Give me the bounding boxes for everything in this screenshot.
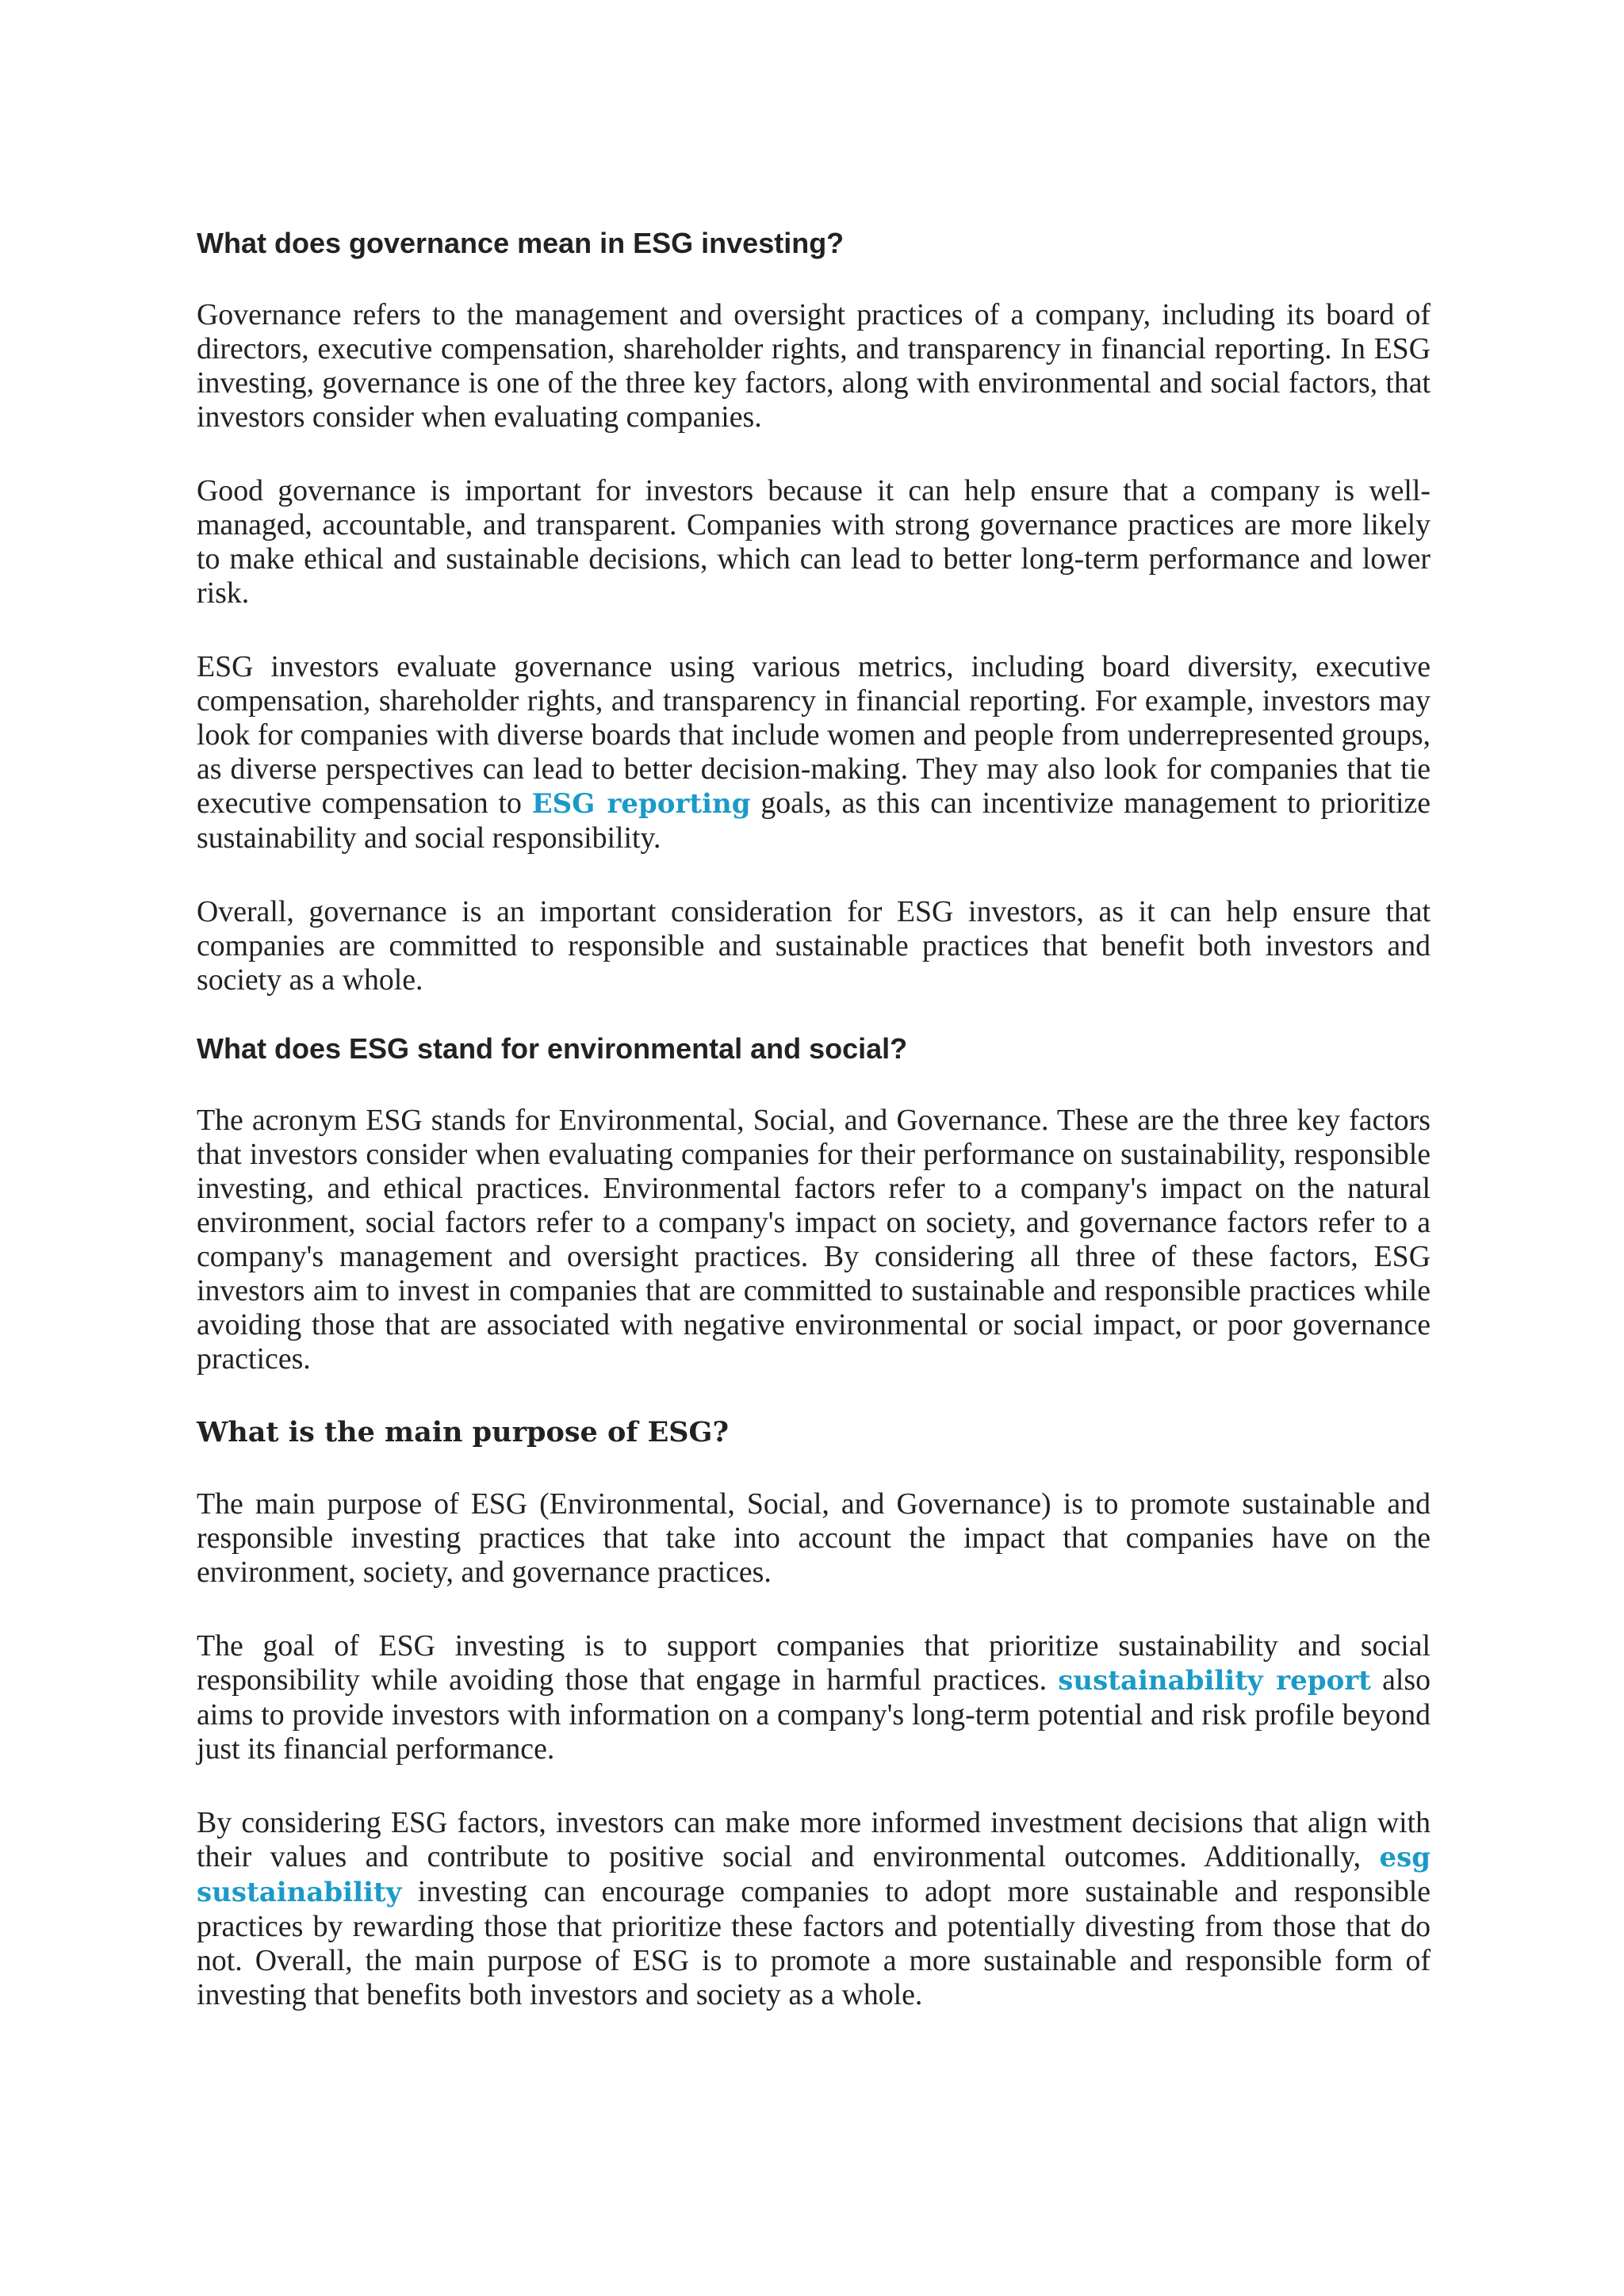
paragraph-text: also aims to provide investors with information on a company's long-term potential and risk profile beyond just its financial performance. xyxy=(197,1663,1431,1766)
paragraph-text: ESG investors evaluate governance using various metrics, including board diversity, executive compensation, shareholder rights, and transparency in financial reporting. For example, investors may look for companies with diverse boards that include women and people from underrepresented groups, as diverse perspectives can lead to better decision-making. They may also look for companies that tie executive compensation to xyxy=(197,650,1431,820)
paragraph-governance-overall: Overall, governance is an important consideration for ESG investors, as it can help ensure that companies are committed to responsible and sustainable practices that benefit both investors and society as a whole. xyxy=(197,895,1431,997)
paragraph-purpose-goal xyxy=(197,1629,1431,1766)
heading-governance: What does governance mean in ESG investing? xyxy=(197,227,845,259)
esg-sustainability-link[interactable]: esg sustainability xyxy=(197,1842,1431,1908)
paragraph-governance-metrics xyxy=(197,650,1431,855)
heading-main-purpose: What is the main purpose of ESG? xyxy=(197,1416,729,1448)
heading-environmental-social: What does ESG stand for environmental and social? xyxy=(197,1032,908,1065)
paragraph-text: The goal of ESG investing is to support companies that prioritize sustainability and social responsibility while avoiding those that engage in harmful practices. xyxy=(197,1629,1431,1697)
paragraph-purpose-factors xyxy=(197,1806,1431,2012)
paragraph-governance-definition: Governance refers to the management and oversight practices of a company, including its board of directors, executive compensation, shareholder rights, and transparency in financial reporting. In ESG investing, governance is one of the three key factors, along with environmental and social factors, that investors consider when evaluating companies. xyxy=(197,298,1431,434)
paragraph-esg-acronym: The acronym ESG stands for Environmental, Social, and Governance. These are the three key factors that investors consider when evaluating companies for their performance on sustainability, responsible investing, and ethical practices. Environmental factors refer to a company's impact on the natural environment, social factors refer to a company's impact on society, and governance factors refer to a company's management and oversight practices. By considering all three of these factors, ESG investors aim to invest in companies that are committed to sustainable and responsible practices while avoiding those that are associated with negative environmental or social impact, or poor governance practices. xyxy=(197,1104,1431,1376)
paragraph-purpose-intro: The main purpose of ESG (Environmental, Social, and Governance) is to promote sustainable and responsible investing practices that take into account the impact that companies have on the environment, society, and governance practices. xyxy=(197,1487,1431,1589)
paragraph-text: By considering ESG factors, investors can make more informed investment decisions that align with their values and contribute to positive social and environmental outcomes. Additionally, xyxy=(197,1806,1431,1873)
esg-reporting-link[interactable]: ESG reporting xyxy=(531,788,751,820)
sustainability-report-link[interactable]: sustainability report xyxy=(1058,1665,1371,1697)
paragraph-text: investing can encourage companies to adopt more sustainable and responsible practices by rewarding those that prioritize these factors and potentially divesting from those that do not. Overall, the main purpose of ESG is to promote a more sustainable and responsible form of investing that benefits both investors and society as a whole. xyxy=(197,1875,1431,2011)
document-page xyxy=(197,227,1431,2052)
paragraph-text: goals, as this can incentivize management to prioritize sustainability and social responsibility. xyxy=(197,786,1431,855)
paragraph-good-governance: Good governance is important for investors because it can help ensure that a company is well-managed, accountable, and transparent. Companies with strong governance practices are more likely to make ethical and sustainable decisions, which can lead to better long-term performance and lower risk. xyxy=(197,474,1431,610)
